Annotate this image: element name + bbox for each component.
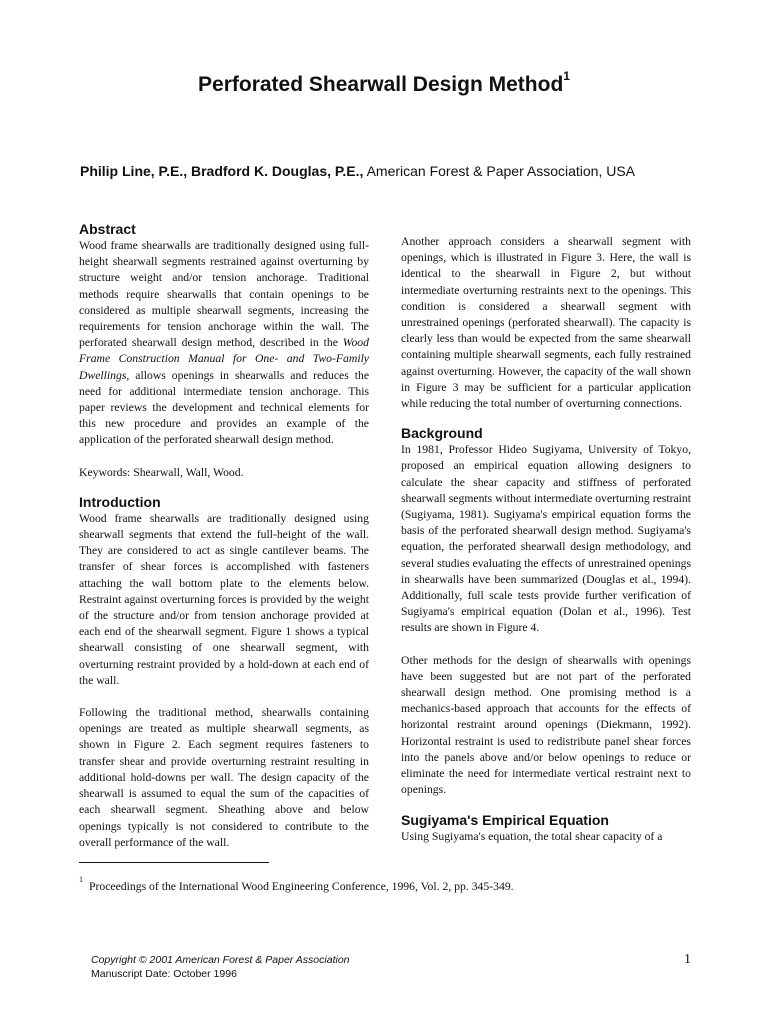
introduction-paragraph-1: Wood frame shearwalls are traditionally designed using shearwall segments that extend the full-height of the wall. They are considered to act as single cantilever beams. The transfer of shear forces is accomplished with fasteners attaching the wall bottom plate to the elements below. Restraint against overturning forces is provided by the weight of the structure and/or from tension anchorage provided at each end of the shearwall segment. Figure 1 shows a typical shearwall consisting of one shearwall segment, with overturning restraint provided by a hold-down at each end of the wall. xyxy=(79,511,369,687)
left-column xyxy=(79,220,369,851)
sugiyama-paragraph: Using Sugiyama's equation, the total shear capacity of a xyxy=(401,829,663,843)
author-names: Philip Line, P.E., Bradford K. Douglas, P.E., xyxy=(80,163,364,179)
abstract-text xyxy=(79,238,369,449)
abstract-text-part2: allows openings in shearwalls and reduces the need for additional intermediate tension anchorage. This paper reviews the development and technical elements for this new procedure and provides an example of the application of the perforated shearwall design method. xyxy=(79,368,370,447)
page-number: 1 xyxy=(684,952,691,967)
page-footer xyxy=(91,953,350,981)
background-heading: Background xyxy=(401,425,483,442)
background-paragraph-1: In 1981, Professor Hideo Sugiyama, University of Tokyo, proposed an empirical equation allowing designers to calculate the shear capacity and stiffness of perforated shearwall segments without intermediate overturning restraint (Sugiyama, 1981). Sugiyama's empirical equation forms the basis of the perforated shearwall design method. Sugiyama's equation, the perforated shearwall design methodology, and several studies evaluating the effects of unrestrained openings in shearwalls have been summarized (Douglas et al., 1994). Additionally, full scale tests provide further verification of Sugiyama's empirical equation (Dolan et al., 1996). Test results are shown in Figure 4. xyxy=(401,443,691,635)
footnote-text: Proceedings of the International Wood Engineering Conference, 1996, Vol. 2, pp. 345-349. xyxy=(89,879,514,893)
shearwall-openings-paragraph: Another approach considers a shearwall segment with openings, which is illustrated in Figure 3. Here, the wall is identical to the shearwall in Figure 2, but without intermediate overturning restraints next to the openings. This condition is considered a shearwall segment with unrestrained openings (perforated shearwall). The capacity is clearly less than would be expected from the same shearwall containing multiple shearwall segments, each fully restrained against overturning. However, the capacity of the wall shown in Figure 3 may be sufficient for a particular application while reducing the total number of overturning connections. xyxy=(401,235,691,411)
page-title xyxy=(0,69,768,97)
title-text: Perforated Shearwall Design Method xyxy=(198,73,564,96)
introduction-paragraph-2: Following the traditional method, shearwalls containing openings are treated as multiple shearwall segments, as shown in Figure 2. Each segment requires fasteners to transfer shear and provide overturning restraint resulting in additional hold-downs per wall. The design capacity of the shearwall is assumed to equal the sum of the capacities of each shearwall segment. Sheathing above and below openings typically is not considered to contribute to the overall performance of the wall. xyxy=(79,706,369,849)
footnote xyxy=(79,875,699,893)
abstract-text-part1: Wood frame shearwalls are traditionally designed using full-height shearwall segments restrained against overturning by structure weight and/or tension anchorage. Traditional methods require shearwalls that contain openings to be considered as multiple shearwall segments, increasing the requirements for tension anchorage within the wall. The perforated shearwall design method, described in the xyxy=(79,239,369,350)
author-line xyxy=(80,163,700,179)
author-affiliation: American Forest & Paper Association, USA xyxy=(366,163,636,179)
copyright-text: Copyright © 2001 American Forest & Paper Association xyxy=(91,954,350,966)
introduction-heading: Introduction xyxy=(79,493,161,510)
sugiyama-heading: Sugiyama's Empirical Equation xyxy=(401,811,609,828)
background-paragraph-2: Other methods for the design of shearwalls with openings have been suggested but are not part of the perforated shearwall design method. One promising method is a mechanics-based approach that accounts for the effects of horizontal restraint around openings (Diekmann, 1992). Horizontal restraint is used to redistribute panel shear forces into the panels above and/or below openings to reduce or eliminate the need for intermediate vertical restraint next to openings. xyxy=(401,653,691,797)
footnote-divider xyxy=(79,862,269,863)
footnote-mark: 1 xyxy=(79,875,83,884)
right-column xyxy=(401,234,691,845)
keywords: Keywords: Shearwall, Wall, Wood. xyxy=(79,465,244,479)
title-footnote-mark: 1 xyxy=(563,69,570,83)
abstract-heading: Abstract xyxy=(79,221,136,237)
manual-title-italic: Wood Frame Construction Manual for One- and Two-Family Dwellings, xyxy=(79,336,369,382)
manuscript-date: Manuscript Date: October 1996 xyxy=(91,968,237,980)
